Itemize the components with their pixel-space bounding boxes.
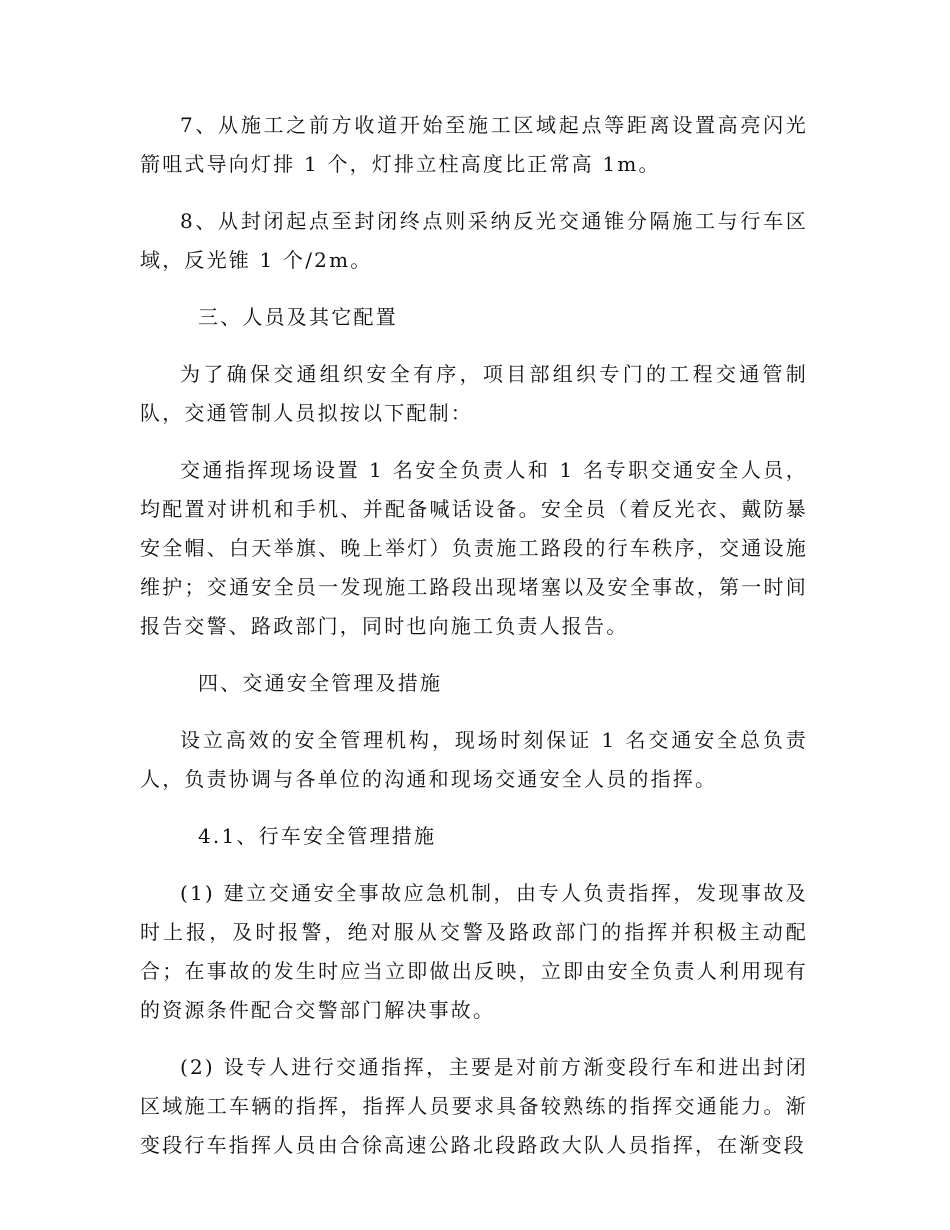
paragraph-safety-organization: 设立高效的安全管理机构，现场时刻保证 1 名交通安全总负责人，负责协调与各单位的沟通和现场交通安全人员的指挥。: [140, 728, 808, 791]
section-heading-personnel: 三、人员及其它配置: [198, 305, 398, 329]
section-heading-safety-management: 四、交通安全管理及措施: [198, 671, 443, 695]
paragraph-personnel-intro: 为了确保交通组织安全有序，项目部组织专门的工程交通管制队，交通管制人员拟按以下配制：: [140, 362, 808, 425]
document-body: [140, 106, 808, 1183]
subsection-heading-driving-safety: 4.1、行车安全管理措施: [198, 824, 437, 848]
paragraph-item-8: 8、从封闭起点至封闭终点则采纳反光交通锥分隔施工与行车区域，反光锥 1 个/2m。: [140, 209, 808, 272]
paragraph-command-setup: 交通指挥现场设置 1 名安全负责人和 1 名专职交通安全人员，均配置对讲机和手机、并配备喊话设备。安全员（着反光衣、戴防暴安全帽、白天举旗、晚上举灯）负责施工路段的行车秩序，交通设施维护；交通安全员一发现施工路段出现堵塞以及安全事故，第一时间报告交警、路政部门，同时也向施工负责人报告。: [140, 458, 808, 638]
paragraph-measure-1: (1) 建立交通安全事故应急机制，由专人负责指挥，发现事故及时上报，及时报警，绝对服从交警及路政部门的指挥并积极主动配合；在事故的发生时应当立即做出反映，立即由安全负责人利用现有的资源条件配合交警部门解决事故。: [140, 881, 808, 1022]
paragraph-item-7: 7、从施工之前方收道开始至施工区域起点等距离设置高亮闪光箭咀式导向灯排 1 个，灯排立柱高度比正常高 1m。: [140, 113, 808, 176]
paragraph-measure-2: (2) 设专人进行交通指挥，主要是对前方渐变段行车和进出封闭区域施工车辆的指挥，指挥人员要求具备较熟练的指挥交通能力。渐变段行车指挥人员由合徐高速公路北段路政大队人员指挥，在渐变段: [140, 1055, 808, 1157]
